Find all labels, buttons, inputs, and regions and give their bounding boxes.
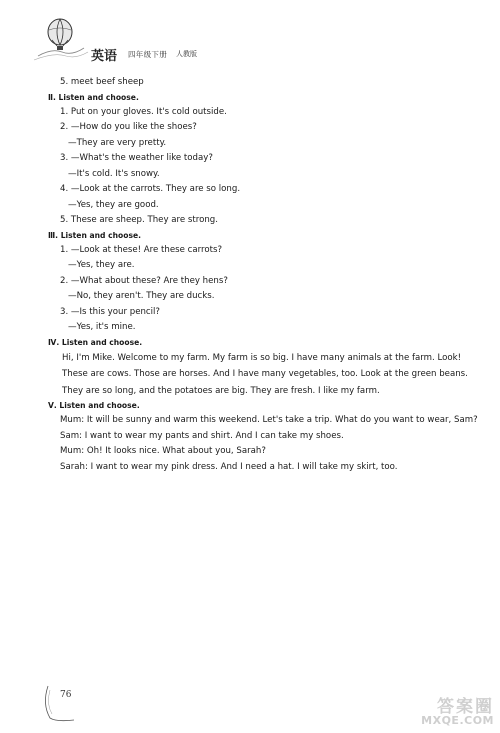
answer-line: —Yes, it's mine. bbox=[68, 322, 136, 332]
answer-line: —They are very pretty. bbox=[68, 137, 167, 148]
section-heading: Ⅱ. Listen and choose. bbox=[48, 92, 139, 102]
passage-paragraph: Hi, I'm Mike. Welcome to my farm. My farm is so big. I have many animals at the farm. Look! These are cows. Those are horses. And I have many vegetables, too. Look at the green beans. They are so long, and the potatoes are big. They are fresh. I like my farm. bbox=[62, 352, 468, 396]
section-heading: Ⅲ. Listen and choose. bbox=[48, 230, 142, 240]
edition-label: 人教版 bbox=[176, 50, 197, 58]
page-number: 76 bbox=[60, 690, 72, 700]
answer-line: 3. —Is this your pencil? bbox=[60, 306, 160, 317]
dialogue-line: Mum: It will be sunny and warm this weekend. Let's take a trip. What do you want to wear, Sam? bbox=[60, 415, 478, 425]
subject-title: 英语 bbox=[91, 49, 118, 64]
page-header bbox=[28, 18, 208, 68]
answer-line: 4. —Look at the carrots. They are so long. bbox=[60, 184, 241, 194]
answer-line: 5. meet beef sheep bbox=[60, 77, 144, 87]
answer-line: 3. —What's the weather like today? bbox=[60, 153, 213, 163]
answer-line: 2. —How do you like the shoes? bbox=[60, 122, 197, 132]
answer-line: 1. —Look at these! Are these carrots? bbox=[60, 244, 223, 255]
grade-label: 四年级下册 bbox=[128, 50, 167, 59]
answer-line: —Yes, they are. bbox=[68, 260, 135, 270]
hot-air-balloon-icon bbox=[32, 18, 90, 64]
answer-content bbox=[48, 75, 478, 475]
answer-line: 1. Put on your gloves. It's cold outside. bbox=[60, 106, 227, 117]
answer-line: 2. —What about these? Are they hens? bbox=[60, 275, 228, 286]
answer-line: 5. These are sheep. They are strong. bbox=[60, 215, 218, 225]
dialogue-line: Sarah: I want to wear my pink dress. And I need a hat. I will take my skirt, too. bbox=[60, 461, 398, 472]
answer-line: —No, they aren't. They are ducks. bbox=[68, 291, 215, 301]
watermark-url: MXQE.COM bbox=[421, 714, 494, 727]
dialogue-line: Sam: I want to wear my pants and shirt. And I can take my shoes. bbox=[60, 430, 344, 441]
section-heading: Ⅳ. Listen and choose. bbox=[48, 337, 143, 347]
dialogue-line: Mum: Oh! It looks nice. What about you, Sarah? bbox=[60, 446, 266, 456]
watermark-logo bbox=[398, 692, 494, 728]
watermark-text: 答案圈 bbox=[437, 697, 494, 717]
answer-line: —It's cold. It's snowy. bbox=[68, 168, 160, 179]
answer-line: —Yes, they are good. bbox=[68, 199, 159, 210]
section-heading: Ⅴ. Listen and choose. bbox=[48, 401, 140, 410]
